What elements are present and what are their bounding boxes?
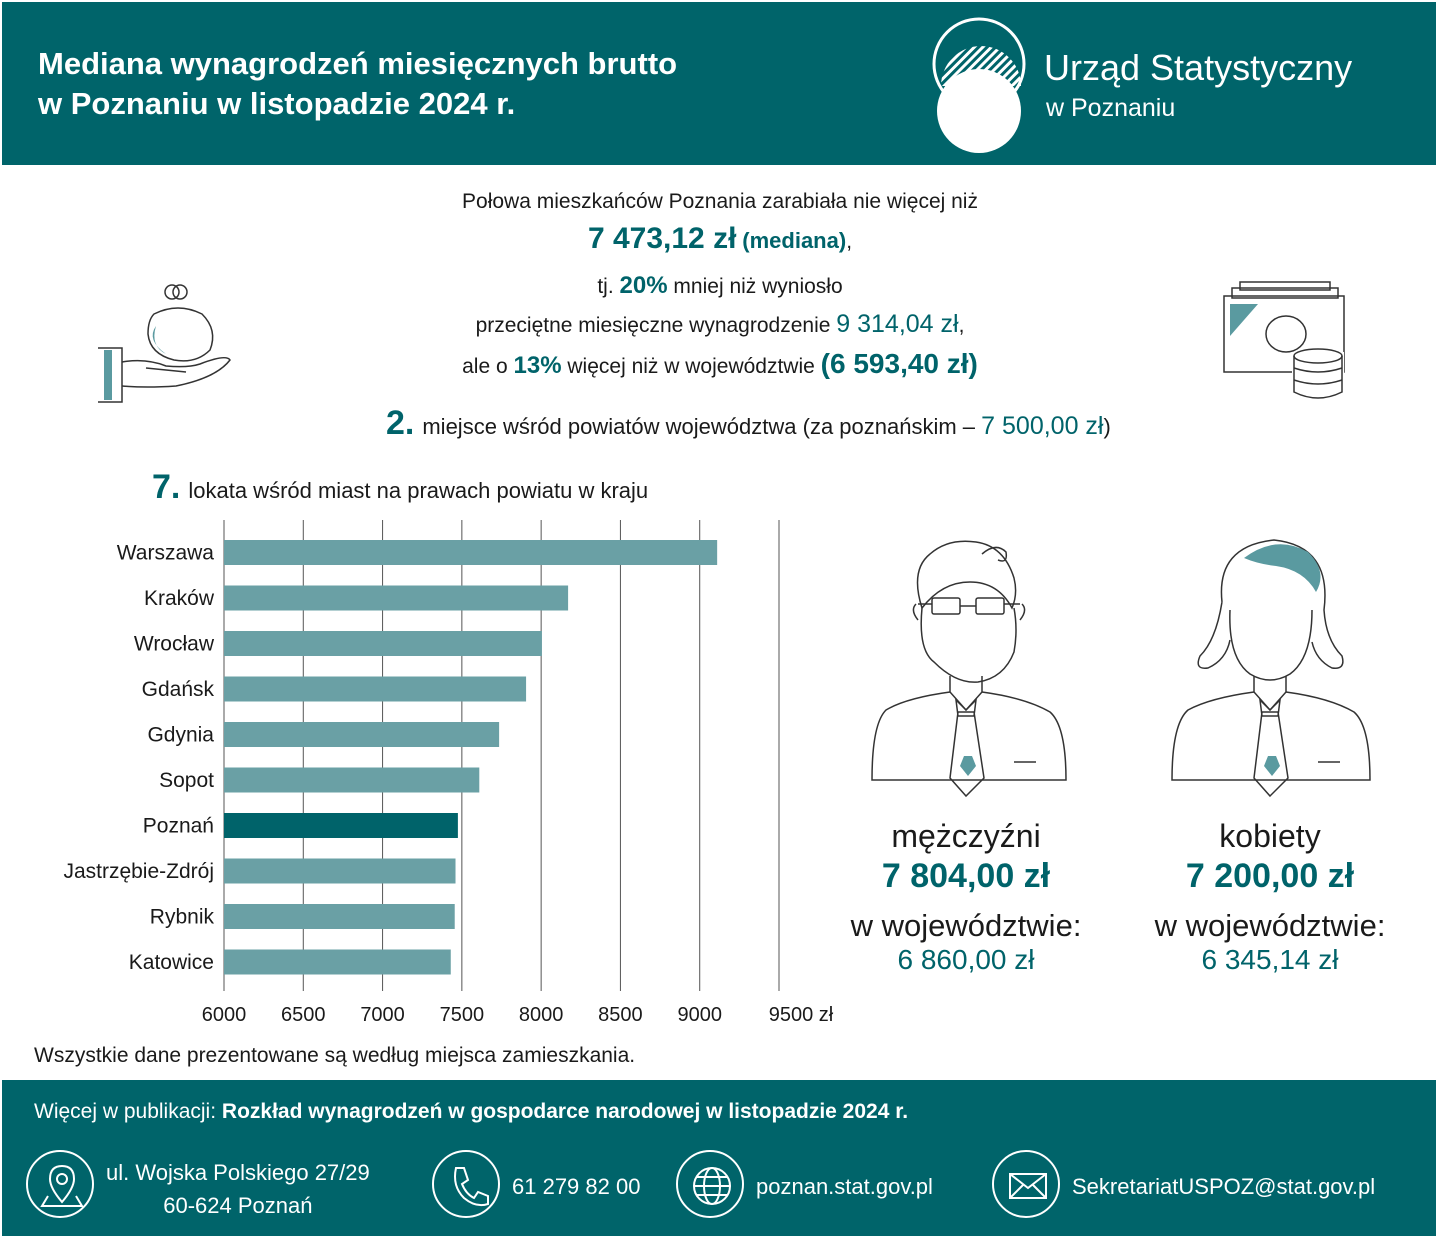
phone-icon [432,1150,500,1218]
x-tick-label: 9500 zł [768,1004,834,1026]
summary-line-5-pre: ale o [462,355,508,378]
x-tick-label: 9000 [677,1004,722,1026]
x-tick-label: 6500 [281,1004,326,1026]
summary-line-5 [300,348,1140,380]
x-tick-label: 7000 [360,1004,405,1026]
summary-line-3-pre: tj. [597,275,614,298]
bar [224,859,456,884]
men-value: 7 804,00 zł [881,857,1051,895]
bar [224,586,568,611]
women-value: 7 200,00 zł [1185,857,1355,895]
median-comma: , [846,230,853,253]
rank-powiat-text: miejsce wśród powiatów województwa (za poznańskim – [422,414,976,439]
median-value: 7 473,12 zł [587,222,737,255]
summary-line-3-post: mniej niż wyniosło [673,275,843,298]
pct-more: 13% [513,352,562,379]
avg-value: 9 314,04 zł [836,310,959,338]
summary-line-2 [300,222,1140,256]
publication-note [34,1100,908,1124]
summary-line-3 [300,272,1140,300]
rank-powiat [386,404,1111,443]
summary-line-4 [300,310,1140,339]
summary-line-4-pre: przeciętne miesięczne wynagrodzenie [475,314,831,337]
category-label: Gdynia [147,723,214,747]
category-label: Sopot [159,769,214,792]
logo-subtitle: w Poznaniu [1046,94,1176,122]
summary-line-4-post: , [958,314,965,337]
x-tick-label: 6000 [201,1004,247,1026]
website-link[interactable]: poznan.stat.gov.pl [756,1174,933,1199]
category-label: Wrocław [133,632,214,656]
women-woj-label: w województwie: [1154,908,1386,943]
rank-kraj-text: lokata wśród miast na prawach powiatu w kraju [188,478,649,503]
men-label: mężczyźni [891,818,1041,854]
bar [224,677,526,702]
women-woj-value: 6 345,14 zł [1201,944,1339,975]
men-woj-value: 6 860,00 zł [897,944,1035,975]
x-tick-label: 7500 [439,1004,485,1026]
phone-number[interactable]: 61 279 82 00 [512,1174,641,1199]
rank-kraj-number: 7. [152,468,181,506]
bar [224,768,479,793]
woj-value: (6 593,40 zł) [820,348,978,379]
email-link[interactable]: SekretariatUSPOZ@stat.gov.pl [1072,1174,1376,1199]
logo-name: Urząd Statystyczny [1044,47,1353,88]
bar [224,950,451,975]
pct-less: 20% [619,272,668,299]
bar [224,904,455,929]
bar [224,631,542,656]
location-icon [26,1150,94,1218]
women-label: kobiety [1219,818,1321,854]
title-line-1: Mediana wynagrodzeń miesięcznych brutto [38,46,678,81]
women-stats [1090,818,1438,976]
footnote: Wszystkie dane prezentowane są według miejsca zamieszkania. [34,1044,636,1067]
coin-purse-icon [96,282,236,406]
men-woj-label: w województwie: [850,908,1082,943]
x-tick-label: 8500 [598,1004,643,1026]
category-label: Gdańsk [141,678,214,701]
median-label: (mediana) [742,228,847,253]
rank-powiat-number: 2. [386,404,415,442]
man-icon [866,530,1076,812]
category-label: Warszawa [116,541,214,565]
mail-icon [992,1150,1060,1218]
summary-line-5-mid: więcej niż w województwie [567,355,815,378]
bar [224,813,458,838]
title-line-2: w Poznaniu w listopadzie 2024 r. [38,86,516,121]
header [2,2,1436,165]
bar-chart [0,520,840,1040]
publication-title[interactable]: Rozkład wynagrodzeń w gospodarce narodowej w listopadzie 2024 r. [221,1100,909,1123]
category-label: Katowice [128,951,214,974]
category-label: Poznań [142,814,214,838]
address [106,1156,370,1222]
bar [224,540,717,565]
footer [2,1080,1436,1236]
category-label: Rybnik [149,905,214,929]
logo-icon [927,16,1039,160]
bar [224,722,499,747]
category-label: Kraków [143,587,214,610]
money-icon [1218,280,1358,404]
category-label: Jastrzębie-Zdrój [63,860,214,883]
globe-icon [676,1150,744,1218]
address-line-1: ul. Wojska Polskiego 27/29 [106,1160,370,1185]
rank-powiat-close: ) [1103,414,1111,439]
page-title [38,44,677,124]
publication-label: Więcej w publikacji: [34,1100,217,1123]
address-line-2: 60-624 Poznań [163,1193,313,1218]
rank-powiat-value: 7 500,00 zł [981,412,1104,440]
x-tick-label: 8000 [518,1004,564,1026]
woman-icon [1166,530,1376,812]
rank-kraj [152,468,648,507]
summary-line-1: Połowa mieszkańców Poznania zarabiała nie więcej niż [462,190,978,213]
